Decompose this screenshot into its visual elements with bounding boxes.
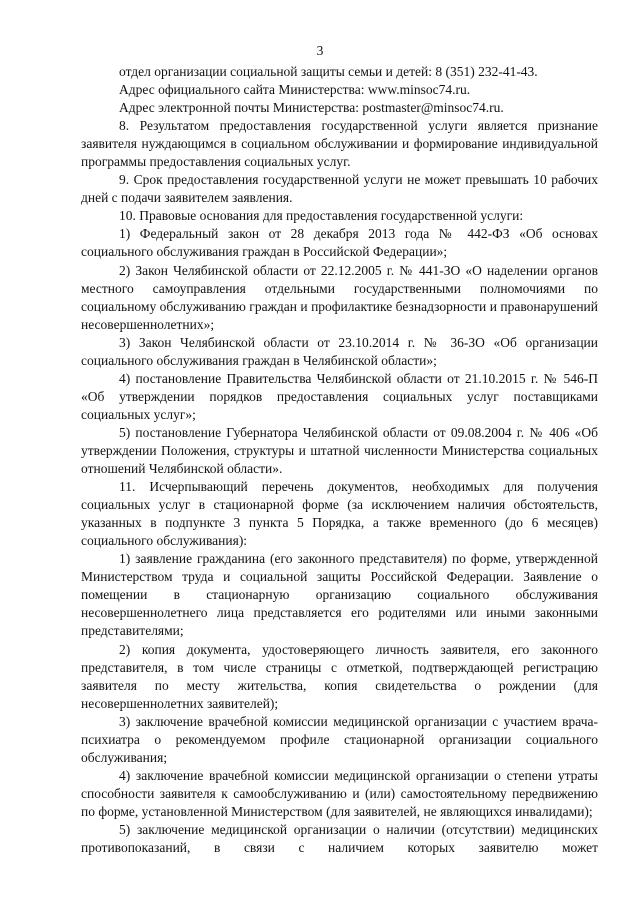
clause-11-item-1-paragraph: 1) заявление гражданина (его законного представителя) по форме, утвержденной Министерством труда и социальной защиты Российской Федерации. Заявление о помещении в стационарную организацию социального обслуживания несовершеннолетнего лица представляется его родителями или иными законными представителями; <box>81 551 598 639</box>
clause-11-item-3-paragraph: 3) заключение врачебной комиссии медицинской организации с участием врача-психиатра о рекомендуемом профиле стационарной организации социального обслуживания; <box>81 713 598 765</box>
clause-10-item-2-paragraph: 2) Закон Челябинской области от 22.12.2005 г. № 441-ЗО «О наделении органов местного самоуправления отдельными государственными полномочиями по социальному обслуживанию граждан и профилактике безнадзорности и правонарушений несовершеннолетних»; <box>81 262 598 332</box>
clause-10-item-3-paragraph: 3) Закон Челябинской области от 23.10.2014 г. № 36-ЗО «Об организации социального обслуживания граждан в Челябинской области»; <box>81 334 598 368</box>
clause-8-paragraph: 8. Результатом предоставления государственной услуги является признание заявителя нуждающимся в социальном обслуживании и формирование индивидуальной программы предоставления социальных услуг. <box>81 118 598 170</box>
document-body <box>81 63 598 857</box>
clause-9-paragraph: 9. Срок предоставления государственной услуги не может превышать 10 рабочих дней с подачи заявителем заявления. <box>81 172 598 206</box>
page-number: 3 <box>316 43 324 58</box>
contact-website-paragraph: Адрес официального сайта Министерства: www.minsoc74.ru. <box>119 82 471 98</box>
clause-10-heading-paragraph: 10. Правовые основания для предоставления государственной услуги: <box>119 208 524 224</box>
clause-11-item-2-paragraph: 2) копия документа, удостоверяющего личность заявителя, его законного представителя, в том числе страницы с отметкой, подтверждающей регистрацию заявителя по месту жительства, копия свидетельства о рождении (для несовершеннолетних заявителей); <box>81 641 598 711</box>
clause-10-item-1-paragraph: 1) Федеральный закон от 28 декабря 2013 года № 442-ФЗ «Об основах социального обслуживания граждан в Российской Федерации»; <box>81 226 598 260</box>
clause-10-item-4-paragraph: 4) постановление Правительства Челябинской области от 21.10.2015 г. № 546-П «Об утверждении порядков предоставления социальных услуг поставщиками социальных услуг»; <box>81 370 598 422</box>
clause-10-item-5-paragraph: 5) постановление Губернатора Челябинской области от 09.08.2004 г. № 406 «Об утверждении Положения, структуры и штатной численности Министерства социальных отношений Челябинской области». <box>81 424 598 477</box>
contact-email-paragraph: Адрес электронной почты Министерства: postmaster@minsoc74.ru. <box>119 100 504 116</box>
contact-phone-paragraph: отдел организации социальной защиты семьи и детей: 8 (351) 232-41-43. <box>119 64 538 79</box>
clause-11-heading-paragraph: 11. Исчерпывающий перечень документов, необходимых для получения социальных услуг в стационарной форме (за исключением наличия обстоятельств, указанных в подпункте 3 пункта 5 Порядка, а также временного (до 6 месяцев) социального обслуживания): <box>81 479 598 549</box>
clause-11-item-5-paragraph: 5) заключение медицинской организации о наличии (отсутствии) медицинских противопоказаний, в связи с наличием которых заявителю может <box>81 821 598 856</box>
clause-11-item-4-paragraph: 4) заключение врачебной комиссии медицинской организации о степени утраты способности заявителя к самообслуживанию и (или) самостоятельному передвижению по форме, установленной Министерством (для заявителей, не являющихся инвалидами); <box>81 767 598 819</box>
